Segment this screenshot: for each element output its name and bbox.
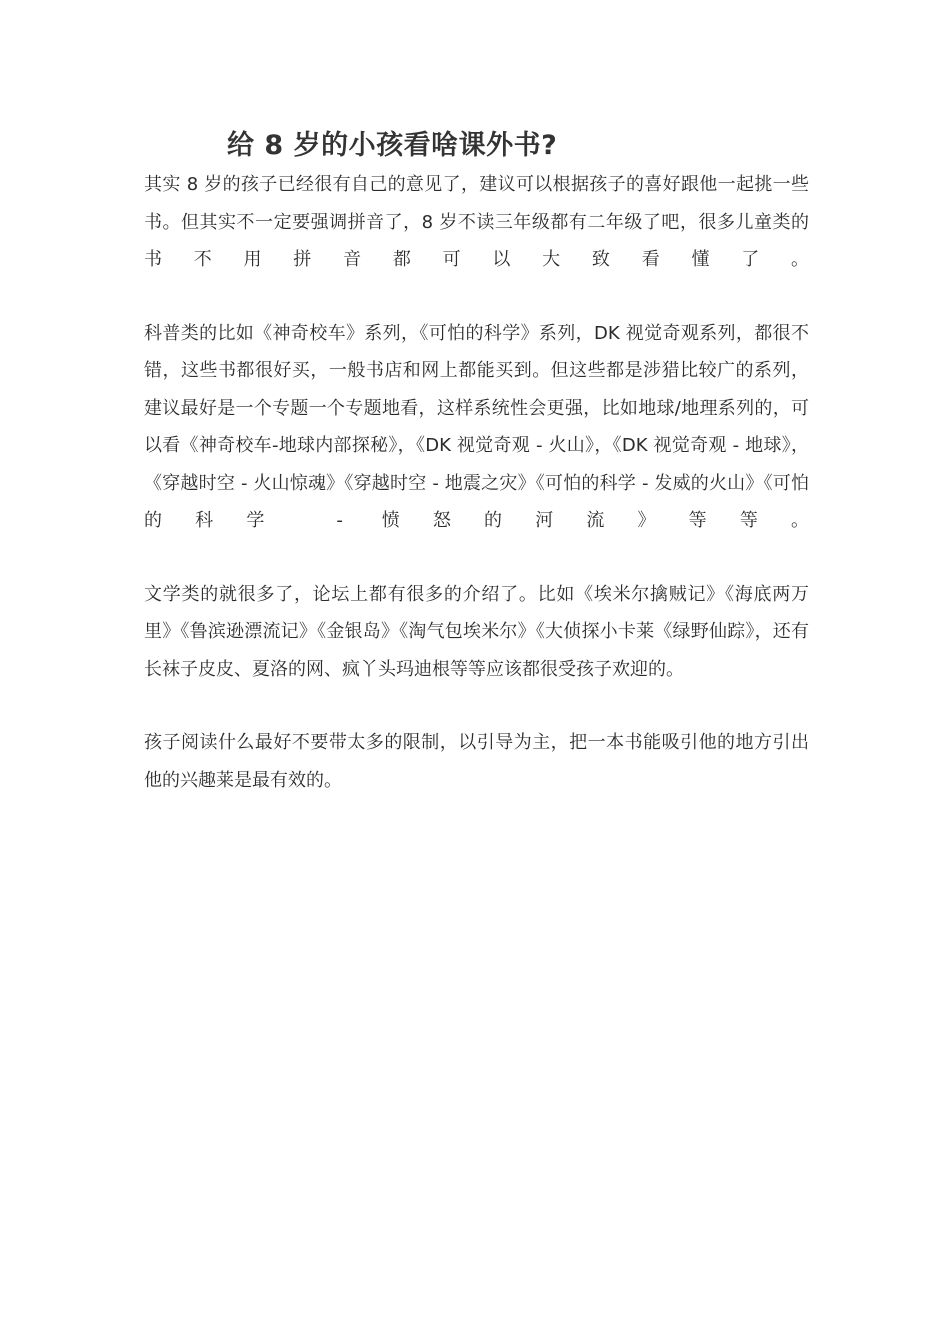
paragraph-reading-advice: 孩子阅读什么最好不要带太多的限制，以引导为主，把一本书能吸引他的地方引出他的兴趣莱是最有效的。 [144, 732, 809, 791]
paragraph-spacer [144, 540, 809, 576]
paragraph-literature-books: 文学类的就很多了，论坛上都有很多的介绍了。比如《埃米尔擒贼记》《海底两万里》《鲁滨逊漂流记》《金银岛》《淘气包埃米尔》《大侦探小卡莱《绿野仙踪》，还有长袜子皮皮、夏洛的网、疯丫头玛迪根等等应该都很受孩子欢迎的。 [144, 583, 809, 680]
document-title: 给 8 岁的小孩看啥课外书? [227, 130, 558, 161]
paragraph-intro: 其实 8 岁的孩子已经很有自己的意见了，建议可以根据孩子的喜好跟他一起挑一些书。但其实不一定要强调拼音了，8 岁不读三年级都有二年级了吧，很多儿童类的书不用拼音都可以大致看懂了。 [144, 174, 809, 270]
paragraph-spacer [144, 279, 809, 315]
paragraph-spacer [144, 688, 809, 724]
document-body [144, 166, 809, 799]
paragraph-science-books: 科普类的比如《神奇校车》系列，《可怕的科学》系列，DK 视觉奇观系列，都很不错，这些书都很好买，一般书店和网上都能买到。但这些都是涉猎比较广的系列，建议最好是一个专题一个专题地看，这样系统性会更强，比如地球/地理系列的，可以看《神奇校车-地球内部探秘》，《DK 视觉奇观 - 火山》，《DK 视觉奇观 - 地球》，《穿越时空 - 火山惊魂》《穿越时空 - 地震之灾》《可怕的科学 - 发威的火山》《可怕的科学 - 愤怒的河流》等等。 [144, 322, 809, 531]
